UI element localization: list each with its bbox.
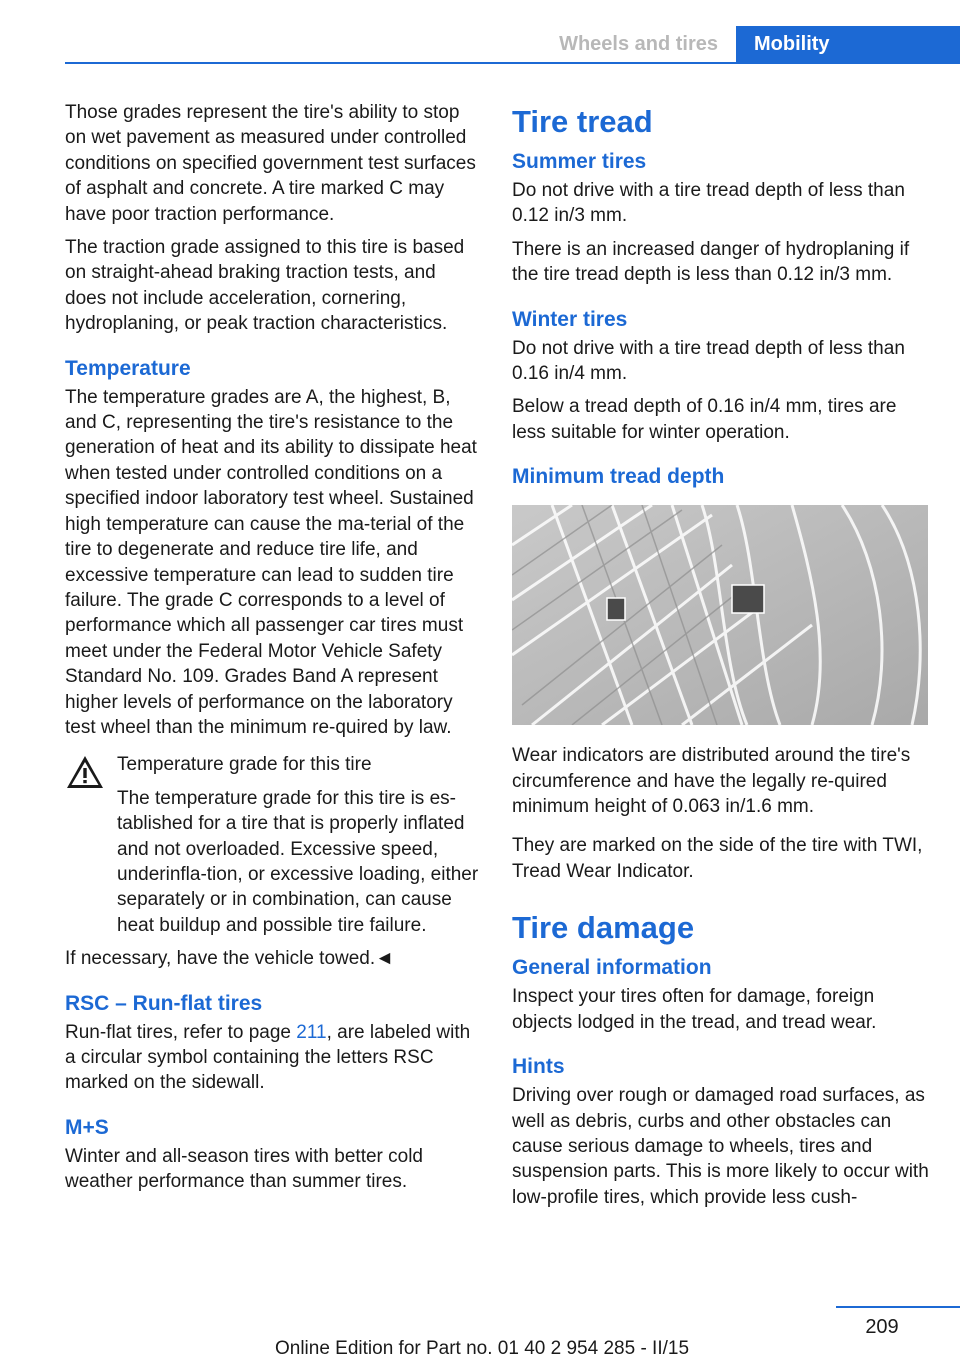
header-section-title: Wheels and tires [559, 33, 718, 55]
ms-paragraph: Winter and all-season tires with better cold weather performance than summer tires. [65, 1145, 423, 1193]
traction-paragraph-2: The traction grade assigned to this tire is based on straight-ahead braking traction tests, and does not include acceleration, cornering, hydroplaning, or peak traction characteristics. [65, 237, 465, 335]
rsc-text-pre: Run-flat tires, refer to page [65, 1021, 297, 1043]
winter-tires-heading: Winter tires [512, 307, 628, 331]
wear-indicators-paragraph: Wear indicators are distributed around the tire's circumference and have the legally re‐quired minimum height of 0.063 in/1.6 mm. [512, 745, 911, 818]
rsc-paragraph [65, 1020, 479, 1096]
winter-paragraph-2: Below a tread depth of 0.16 in/4 mm, tires are less suitable for winter operation. [512, 396, 897, 443]
hints-heading: Hints [512, 1055, 565, 1079]
warning-block [65, 752, 479, 971]
edition-text: Online Edition for Part no. 01 40 2 954 285 - II/15 [274, 1338, 690, 1359]
summer-paragraph-2: There is an increased danger of hydroplaning if the tire tread depth is less than 0.12 in/3 mm. [512, 238, 910, 286]
warning-title: Temperature grade for this tire [117, 754, 372, 776]
header-rule [65, 62, 960, 64]
traction-paragraph-1: Those grades represent the tire's ability to stop on wet pavement as measured under controlled conditions on specified government test surfaces of asphalt and concrete. A tire marked C may have poor traction performance. [65, 102, 476, 225]
page-number: 209 [865, 1316, 899, 1338]
ms-heading: M+S [65, 1115, 109, 1139]
temperature-paragraph: The temperature grades are A, the highest, B, and C, representing the tire's resistance to the generation of heat and its ability to dissipate heat when tested under controlled conditions on a specified indoor laboratory test wheel. Sustained high temperature can cause the ma‐terial of the tire to degenerate and reduce tire life, and excessive temperature can lead to sudden tire failure. The grade C corresponds to a level of performance which all passenger car tires must meet under the Federal Motor Vehicle Safety Standard No. 109. Grades Band A represent higher levels of performance on the laboratory test wheel than the minimum re‐quired by law. [65, 386, 477, 738]
warning-triangle-icon [65, 754, 105, 790]
right-column [512, 100, 930, 1218]
footer-rule [836, 1306, 960, 1308]
warning-text: The temperature grade for this tire is es‐tablished for a tire that is properly inflated and not overloaded. Excessive speed, underinfla‐tion, or excessive loading, either separately or in combination, can cause heat buildup and possible tire failure. [117, 787, 479, 936]
summer-tires-heading: Summer tires [512, 150, 647, 173]
winter-paragraph-1: Do not drive with a tire tread depth of less than 0.16 in/4 mm. [512, 337, 905, 385]
minimum-tread-heading: Minimum tread depth [512, 465, 725, 489]
twi-paragraph: They are marked on the side of the tire with TWI, Tread Wear Indicator. [512, 835, 923, 882]
page-header [0, 0, 960, 62]
general-information-paragraph: Inspect your tires often for damage, foreign objects lodged in the tread, and tread wear. [512, 986, 877, 1033]
hints-paragraph: Driving over rough or damaged road surfaces, as well as debris, curbs and other obstacles can cause serious damage to wheels, tires and suspension parts. This is more likely to occur with low-profile tires, which provide less cush‐ [512, 1085, 929, 1208]
tire-tread-image [512, 505, 928, 725]
summer-paragraph-1: Do not drive with a tire tread depth of less than 0.12 in/3 mm. [512, 180, 905, 227]
rsc-text-post: , are labeled with a circular symbol containing the letters RSC marked on the sidewall. [65, 1021, 471, 1094]
temperature-heading: Temperature [65, 356, 191, 380]
warning-end: If necessary, have the vehicle towed.◄ [65, 948, 394, 970]
header-chapter-tab: Mobility [736, 26, 960, 62]
page-211-link[interactable]: 211 [296, 1021, 327, 1043]
left-column [65, 100, 479, 1203]
tire-damage-title: Tire damage [512, 910, 695, 946]
tire-tread-title: Tire tread [512, 104, 653, 139]
general-information-heading: General information [512, 956, 712, 980]
edition-footer [0, 1338, 960, 1360]
rsc-heading: RSC – Run-flat tires [65, 991, 263, 1015]
